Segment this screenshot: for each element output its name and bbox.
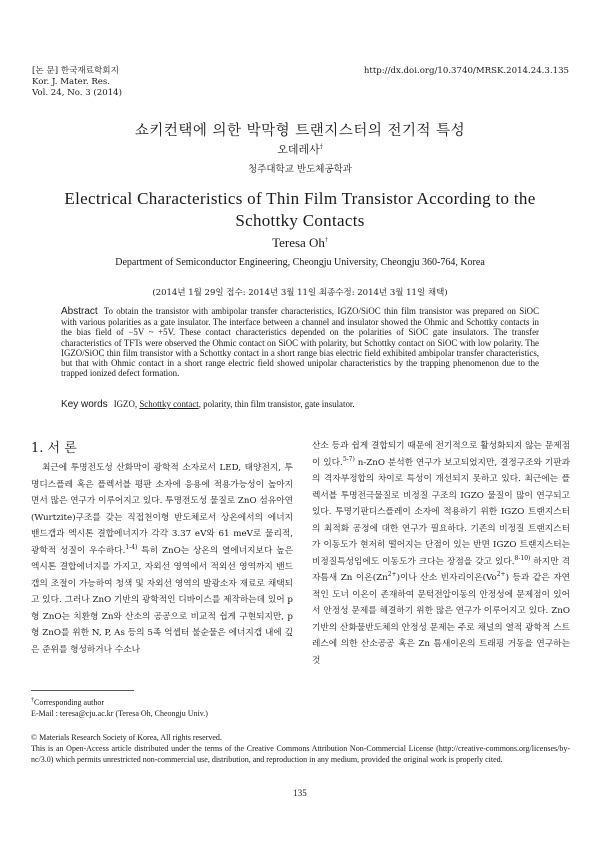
affiliation-korean: 청주대학교 반도체공학과	[248, 164, 352, 175]
title-korean: 쇼키컨택에 의한 박막형 트랜지스터의 전기적 특성	[134, 123, 466, 139]
license-text: This is an Open-Access article distributed under the terms of the Creative Commons Attribution Non-Commercial License (http://creative-commons.org/licenses/by-nc/3.0) which permits unrestricted non-commercial use, distribution, and reproduction in any medium, provided the original work is properly cited.	[31, 744, 570, 764]
citation-ref: 1-4)	[125, 543, 138, 551]
section-heading-introduction: 1. 서 론	[31, 441, 77, 456]
license-notice	[31, 732, 570, 765]
keywords-label: Key words	[61, 399, 108, 410]
journal-header	[32, 66, 122, 99]
footnote-divider	[31, 690, 134, 691]
body-column-left	[31, 460, 293, 658]
journal-volume: Vol. 24, No. 3 (2014)	[32, 88, 122, 98]
text-run: 산소 등과 쉽게 결합되기 때문에 전기적으로 활성화되지 않는 문제점이 있다.	[312, 441, 570, 468]
author-en-name: Teresa Oh	[272, 235, 325, 250]
text-run: n-ZnO 분석한 연구가 보고되었지만, 결정구조와 기판과의 격자부정합의 차이로 특성이 개선되지 못하고 있다. 최근에는 플렉서블 투명전극물질로 비정질 구조의 IGZO 물질이 많이 연구되고 있다. 투명기판디스플레이 소자에 적용하기 위한 IGZO 트랜지스터의 최적화 공정에 대한 연구가 필요하다. 기존의 비정질 트랜지스터가 이동도가 현저히 떨어지는 단점이 있는 반면 IGZO 트랜지스터는 비정질특성임에도 이동도가 크다는 장점을 갖고 있다.	[312, 457, 570, 567]
abstract-label: Abstract	[61, 306, 98, 317]
corr-mark: †	[31, 697, 34, 704]
journal-name-ko: [논 문] 한국재료학회지	[32, 66, 119, 76]
text-run: )이나 산소 빈자리이온(Vo	[396, 573, 497, 583]
paragraph	[31, 460, 293, 658]
author-korean	[0, 141, 600, 157]
abstract-text: To obtain the transistor with ambipolar transfer characteristics, IGZO/SiOC thin film transistor was prepared on SiOC with various polarities as a gate insulator. The interface between a channel and insulator showed the Ohmic and Schottky contacts in the bias field of −5V ~ +5V. These contact characteristics depended on the polarities of SiOC gate insulators. The transfer characteristics of TFTs were observed the Ohmic contact on SiOC with polarity, but Schottky contact on SiOC with low polarity. The IGZO/SiOC thin film transistor with a Schottky contact in a short range bias electric field exhibited ambipolar transfer characteristics, but that with Ohmic contact in a short range electric field showed unipolar characteristics by the trapping phenomenon due to the trapped ionized defect formation.	[61, 306, 539, 379]
citation-ref: 8-10)	[514, 554, 531, 562]
paragraph	[312, 438, 570, 669]
affiliation-english: Department of Semiconductor Engineering, Cheongju University, Cheongju 360-764, Korea	[115, 257, 485, 268]
author-email: E-Mail : teresa@cju.ac.kr (Teresa Oh, Cheongju Univ.)	[31, 709, 208, 718]
superscript-charge: 2+	[496, 571, 506, 579]
footnote	[31, 697, 570, 719]
author-ko-name: 오데레사	[277, 143, 320, 156]
text-run: 최근에 투명전도성 산화막이 광학적 소자로서 LED, 태양전지, 투명디스플레 혹은 플렉서블 평판 소자에 응용에 적용가능성이 높아지면서 많은 연구가 이루어지고 있다. 투명전도성 물질로 ZnO 섬유아연(Wurtzite)구조를 갖는 직접천이형 반도체로서 상온에서의 에너지 밴드갭과 엑시톤 결합에너지가 각각 3.37 eV와 61 meV로 물리적, 광학적 성질이 우수하다.	[31, 463, 293, 556]
author-english	[0, 235, 600, 251]
text-run: ) 등과 같은 자연적인 도너 이온이 존재하여 문턱전압이동의 안정성에 문제점이 있어서 안정성 문제를 해결하기 위한 많은 연구가 이루어지고 있다. ZnO 기반의 산화물반도체의 안정성 문제는 주로 채널의 열적 광학적 스트레스에 의한 산소공공 혹은 Zn 틈새이온의 트래핑 거동을 연구하는 것	[312, 573, 571, 666]
submission-dates: (2014년 1월 29일 접수: 2014년 3월 11일 최종수정: 2014년 3월 11일 채택)	[152, 288, 448, 298]
text-run: 특히 ZnO는 상온의 열에너지보다 높은 엑시톤 결합에너지를 가지고, 자외선 영역에서 적외선 영역까지 밴드갭의 조절이 가능하여 청색 및 자외선 영역의 발광소자 재료로 채택되고 있다. 그러나 ZnO 기반의 광학적인 디바이스를 제작하는데 있어 p형 ZnO는 치환형 Zn와 산소의 공공으로 비교적 쉽게 구현되지만, p형 ZnO를 위한 N, P, As 등의 5족 억셉터 불순물은 에너지갭 내에 깊은 준위를 형성하거나 수소나	[31, 545, 293, 655]
author-en-mark: †	[324, 237, 328, 244]
text-run: 하지만 격자틈새 Zn 이온(Zn	[312, 556, 571, 583]
keywords-post: , polarity, thin film transistor, gate insulator.	[198, 399, 355, 409]
superscript-charge: 2+	[387, 571, 397, 579]
body-column-right	[312, 438, 570, 669]
keywords	[61, 399, 539, 410]
title-english: Electrical Characteristics of Thin Film Transistor According to the Schottky Contacts	[64, 189, 536, 230]
page-number: 135	[293, 788, 307, 798]
journal-abbreviation: Kor. J. Mater. Res.	[32, 77, 111, 87]
corr-label: Corresponding author	[34, 698, 104, 707]
abstract	[61, 306, 539, 378]
keyword-schottky-contact: Schottky contact	[139, 399, 199, 409]
author-ko-mark: †	[319, 143, 323, 151]
corresponding-author	[31, 697, 570, 708]
copyright: © Materials Research Society of Korea, All rights reserved.	[31, 733, 222, 742]
keywords-pre: IGZO,	[113, 399, 138, 409]
citation-ref: 5-7)	[342, 455, 355, 463]
doi-link[interactable]: http://dx.doi.org/10.3740/MRSK.2014.24.3.135	[363, 66, 569, 76]
